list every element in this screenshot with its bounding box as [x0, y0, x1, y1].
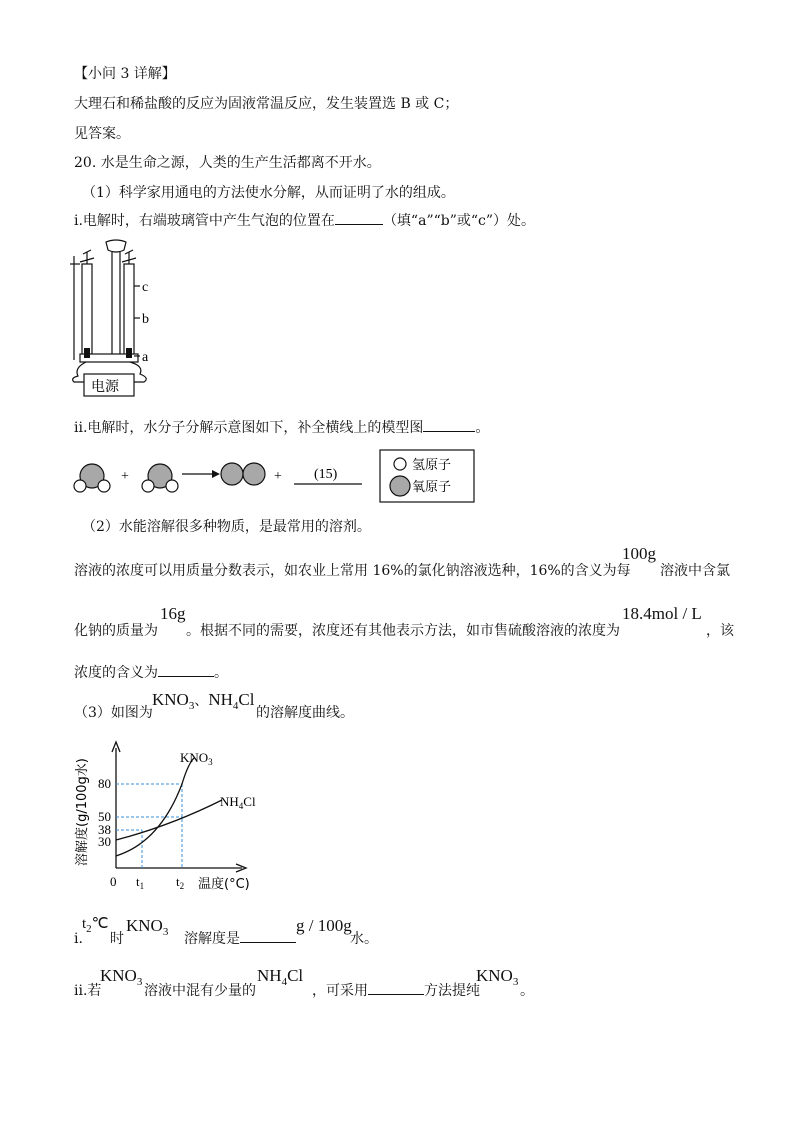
answer-blank[interactable] [423, 419, 475, 432]
formula-nh4cl: $NH_4Cl$ [257, 966, 304, 988]
formula-t2: $t_2℃$ [82, 916, 109, 935]
water-decomposition-model [66, 448, 486, 504]
answer-blank[interactable] [335, 212, 383, 225]
oxygen-molecule [221, 463, 265, 485]
question-text: i.电解时，右端玻璃管中产生气泡的位置在 [74, 213, 335, 229]
legend-oxygen: 氧原子 [412, 480, 452, 495]
electrolysis-apparatus-diagram [66, 236, 166, 400]
label-c: c [142, 280, 149, 295]
graph-y-axis-label: 溶解度(g/100g水) [75, 758, 90, 866]
answer-blank[interactable] [240, 930, 296, 943]
part2-text-line2b: 。根据不同的需要，浓度还有其他表示方法，如市售硫酸溶液的浓度为 [186, 623, 620, 639]
nh4cl-curve-label: $NH_4Cl$ [220, 794, 256, 811]
origin-label: 0 [110, 874, 117, 889]
answer-text: 见答案。 [74, 126, 130, 142]
question-text: 。 [475, 420, 490, 436]
hydrogen-atom-icon [394, 458, 406, 470]
reaction-arrow [182, 470, 220, 478]
legend-hydrogen: 氢原子 [412, 458, 452, 473]
question-text: （填“a”“b”或“c”）处。 [382, 213, 536, 229]
part2-text-line3 [74, 664, 228, 682]
part3-title-b: 的溶解度曲线。 [256, 705, 354, 721]
part2-title: （2）水能溶解很多种物质，是最常用的溶剂。 [82, 519, 371, 535]
question-text: 。 [520, 983, 534, 999]
answer-blank[interactable] [368, 982, 424, 995]
formula-unit: g / 100g [296, 916, 352, 935]
water-molecule-1 [74, 464, 110, 492]
answer-text: 大理石和稀盐酸的反应为固液常温反应，发生装置选 B 或 C； [74, 96, 459, 112]
formula-kno3-nh4cl: $KNO_3$、$NH_4Cl$ [152, 690, 255, 712]
plus-sign: + [121, 469, 129, 484]
part3-question-ii: ii.若 [74, 983, 102, 999]
question-text: 浓度的含义为 [74, 665, 158, 681]
question-text: 时 [110, 931, 124, 947]
part3-question-i: i. [74, 931, 83, 947]
x-tick-t2: $t_2$ [176, 874, 185, 891]
question-text: 溶解度是 [184, 930, 296, 948]
question-text: ii.电解时，水分子分解示意图如下，补全横线上的模型图 [74, 420, 424, 436]
nh4cl-curve [116, 800, 222, 840]
part3-title-a: （3）如图为 [74, 705, 153, 721]
part1-question-ii [74, 419, 489, 437]
formula-100g: 100g [622, 544, 656, 563]
graph-x-axis-label: 温度(°C) [198, 877, 250, 892]
guide-lines [116, 784, 182, 868]
part2-text-line1: 溶液的浓度可以用质量分数表示，如农业上常用 16%的氯化钠溶液选种，16%的含义为每 [74, 563, 631, 579]
y-tick: 50 [98, 809, 111, 824]
question-text: ，可采用 方法提纯 [312, 983, 480, 999]
kno3-curve-label: $KNO_3$ [180, 750, 213, 767]
water-molecule-2 [142, 464, 178, 492]
power-source-label: 电源 [91, 379, 119, 395]
question-intro: 20. 水是生命之源，人类的生产生活都离不开水。 [74, 155, 381, 171]
x-tick-t1: $t_1$ [136, 874, 145, 891]
plus-sign: + [274, 469, 282, 484]
question-text: 溶液中混有少量的 [144, 983, 256, 999]
section-heading: 【小问 3 详解】 [74, 66, 176, 82]
question-text: 水。 [350, 931, 378, 947]
formula-16g: 16g [160, 604, 186, 623]
blank-number: (15) [314, 467, 338, 482]
formula-kno3: $KNO_3$ [476, 966, 519, 988]
y-tick: 80 [98, 776, 111, 791]
part2-text-line2: 化钠的质量为 [74, 623, 158, 639]
solubility-curve-graph [70, 738, 270, 898]
part1-question-i [74, 212, 535, 230]
part2-text-line2c: ，该 [706, 623, 734, 639]
formula-kno3: $KNO_3$ [126, 916, 169, 938]
label-a: a [142, 350, 149, 365]
answer-blank[interactable] [158, 664, 214, 677]
part1-title: （1）科学家用通电的方法使水分解，从而证明了水的组成。 [82, 185, 455, 201]
y-tick: 30 [98, 834, 111, 849]
question-text: 。 [214, 665, 228, 681]
formula-concentration: 18.4mol / L [622, 604, 702, 623]
atom-legend [380, 450, 474, 502]
y-tick: 38 [98, 822, 111, 837]
part2-text-line1b: 溶液中含氯 [660, 563, 730, 579]
formula-kno3: $KNO_3$ [100, 966, 143, 988]
oxygen-atom-icon [390, 476, 410, 496]
label-b: b [142, 312, 149, 327]
